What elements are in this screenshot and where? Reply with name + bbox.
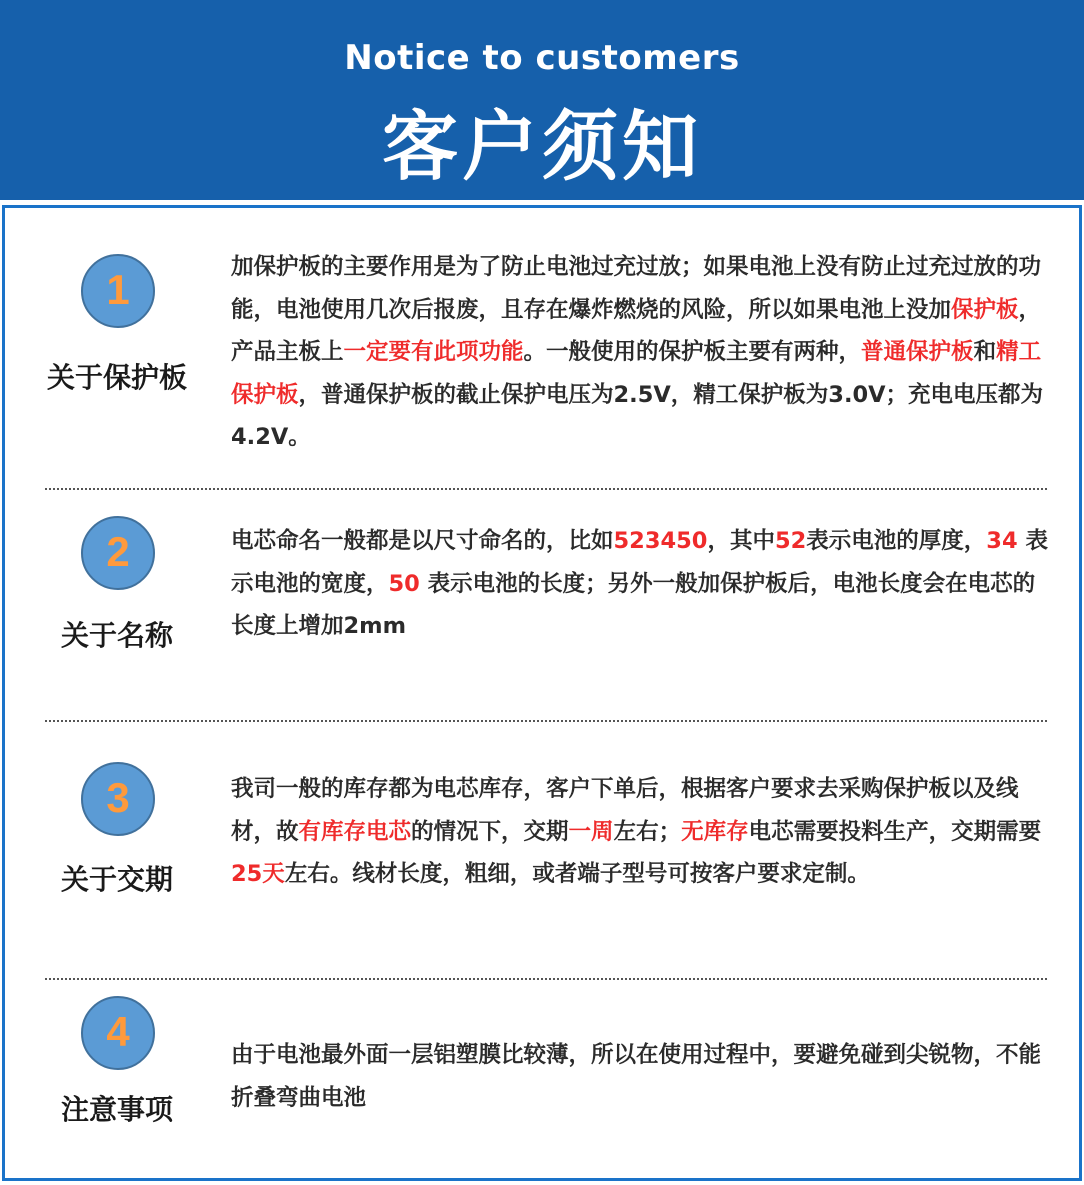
section-label: 关于交期 (60, 863, 173, 896)
body-text: 由于电池最外面一层铝塑膜比较薄，所以在使用过程中，要避免碰到尖锐物，不能折叠弯曲电池 (231, 1042, 1042, 1111)
notice-panel (2, 205, 1082, 1181)
highlight-text: 精工保护板 (231, 339, 1042, 408)
section-label: 注意事项 (60, 1093, 173, 1126)
body-text: 的情况下，交期 (411, 818, 569, 845)
section-naming (5, 490, 1079, 720)
body-text: 表示电池的厚度， (806, 528, 987, 554)
highlight-text: 保护板 (951, 296, 1019, 323)
number-badge: 1 (81, 254, 155, 328)
header-banner (0, 0, 1084, 200)
body-text: 加保护板的主要作用是为了防止电池过充过放；如果电池上没有防止过充过放的功能，电池使用几次后报废，且存在爆炸燃烧的风险，所以如果电池上没加 (231, 254, 1042, 323)
section-text (231, 1034, 1051, 1119)
body-text: 。一般使用的保护板主要有两种， (523, 339, 862, 365)
highlight-text: 一定要有此项功能 (343, 339, 524, 365)
body-text: 电芯命名一般都是以尺寸命名的，比如 (231, 528, 614, 554)
body-text: ，其中 (707, 528, 775, 554)
section-delivery (5, 722, 1079, 976)
highlight-text: 有库存电芯 (298, 818, 412, 845)
highlight-text: 25天 (231, 861, 285, 887)
highlight-text: 52 (774, 528, 807, 554)
highlight-text: 50 (388, 570, 420, 597)
body-text: 和 (973, 339, 997, 365)
highlight-text: 34 (986, 528, 1018, 554)
body-text: 表示电池的宽度， (231, 528, 1048, 597)
body-text: 表示电池的长度；另外一般加保护板后，电池长度会在电芯的长度上增加2mm (231, 570, 1036, 639)
title-chinese: 客户须知 (382, 102, 702, 191)
highlight-text: 无库存 (681, 818, 749, 845)
number-badge: 4 (81, 996, 155, 1070)
section-text (231, 768, 1051, 896)
body-text: ，产品主板上 (231, 296, 1042, 365)
section-label: 关于保护板 (46, 361, 187, 394)
number-badge: 3 (81, 762, 155, 836)
section-precautions (5, 980, 1079, 1170)
section-label: 关于名称 (60, 619, 173, 652)
body-text: 左右； (613, 818, 682, 845)
section-text (231, 520, 1051, 648)
section-text (231, 246, 1051, 459)
highlight-text: 523450 (613, 528, 708, 554)
body-text: 电芯需要投料生产，交期需要 (748, 818, 1042, 845)
highlight-text: 普通保护板 (861, 339, 974, 365)
body-text: ，普通保护板的截止保护电压为2.5V，精工保护板为3.0V；充电电压都为4.2V。 (231, 381, 1044, 450)
section-protection-board (5, 208, 1079, 488)
title-english: Notice to customers (344, 38, 740, 78)
highlight-text: 一周 (568, 818, 614, 845)
number-badge: 2 (81, 516, 155, 590)
body-text: 我司一般的库存都为电芯库存，客户下单后，根据客户要求去采购保护板以及线材，故 (231, 776, 1019, 845)
body-text: 左右。线材长度，粗细，或者端子型号可按客户要求定制。 (284, 861, 870, 887)
